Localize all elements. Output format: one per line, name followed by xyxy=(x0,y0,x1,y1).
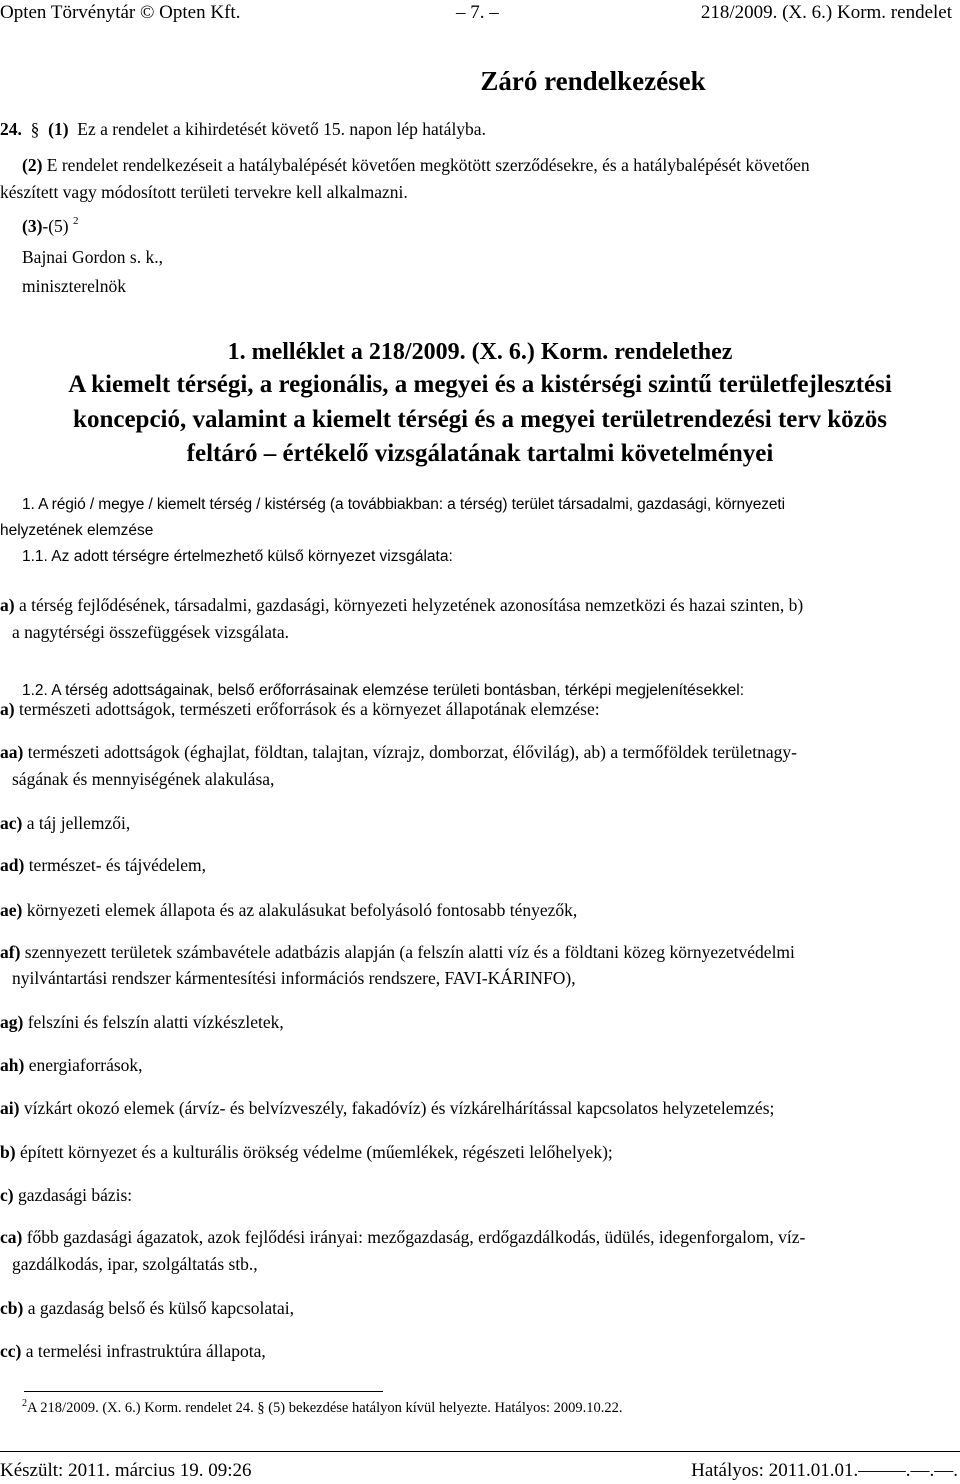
list-item-aa xyxy=(0,740,958,764)
item-label: af) xyxy=(0,942,21,962)
item-label: a) xyxy=(0,595,15,615)
list-item-cc xyxy=(0,1339,958,1363)
subsection-number: (2) xyxy=(22,155,43,175)
section-title: Záró rendelkezések xyxy=(480,66,706,96)
header-document-ref: 218/2009. (X. 6.) Korm. rendelet xyxy=(700,2,952,23)
annex-heading-line3: feltáró – értékelő vizsgálatának tartalmi követelményei xyxy=(186,440,774,467)
list-item-a-natural xyxy=(0,697,958,721)
item-text: energiaforrások, xyxy=(28,1055,143,1075)
footnote-number: 2 xyxy=(22,1398,27,1409)
item-text: vízkárt okozó elemek (árvíz- és belvízveszély, fakadóvíz) és vízkárelhárítással kapcsolatos helyzetelemzés; xyxy=(23,1098,775,1118)
item-text: felszíni és felszín alatti vízkészletek, xyxy=(27,1012,284,1032)
list-item-ca-cont: gazdálkodás, ipar, szolgáltatás stb., xyxy=(12,1254,258,1274)
item-text: a termelési infrastruktúra állapota, xyxy=(25,1341,266,1361)
list-item-ac xyxy=(0,811,958,835)
item-label: ae) xyxy=(0,900,23,920)
item-label: cc) xyxy=(0,1341,22,1361)
header-page-number: – 7. – xyxy=(456,2,499,23)
subsection-2-line2: készített vagy módosított területi tervekre kell alkalmazni. xyxy=(0,182,408,202)
item-text: természeti adottságok (éghajlat, földtan, talajtan, vízrajz, domborzat, élővilág), ab) a termőföldek területnagy- xyxy=(27,742,797,762)
list-item-a-external xyxy=(0,593,958,617)
item-text: főbb gazdasági ágazatok, azok fejlődési irányai: mezőgazdaság, erdőgazdálkodás, üdülés, idegenforgalom, víz- xyxy=(26,1227,806,1247)
item-label: a) xyxy=(0,699,15,719)
item-text: épített környezet és a kulturális örökség védelme (műemlékek, régészeti lelőhelyek); xyxy=(19,1142,613,1162)
list-item-ag xyxy=(0,1010,958,1034)
item-label: aa) xyxy=(0,742,24,762)
item-text: természet- és tájvédelem, xyxy=(28,855,207,875)
subsection-number: (1) xyxy=(48,119,69,139)
subsection-3-5 xyxy=(22,214,79,241)
item-label: b) xyxy=(0,1142,16,1162)
list-item-ah xyxy=(0,1053,958,1077)
list-item-c xyxy=(0,1183,958,1207)
subsection-text: E rendelet rendelkezéseit a hatálybalépését követően megkötött szerződésekre, és a hatálybalépését követően xyxy=(46,155,810,175)
paragraph-24 xyxy=(0,117,486,141)
item-text: gazdasági bázis: xyxy=(17,1185,133,1205)
section-sign: § xyxy=(30,119,40,139)
list-item-aa-cont: ságának és mennyiségének alakulása, xyxy=(12,769,275,789)
item-label: c) xyxy=(0,1185,14,1205)
footer-rule xyxy=(0,1451,960,1452)
footnote-reference[interactable]: 2 xyxy=(73,215,79,227)
list-item-ca xyxy=(0,1225,958,1249)
footnote xyxy=(22,1400,623,1417)
section-1-line1: 1. A régió / megye / kiemelt térség / kistérség (a továbbiakban: a térség) terület társadalmi, gazdasági, környezeti xyxy=(22,496,785,513)
item-label: ah) xyxy=(0,1055,25,1075)
section-1-2: 1.2. A térség adottságainak, belső erőforrásainak elemzése területi bontásban, térképi megjelenítésekkel: xyxy=(22,682,745,699)
footnote-rule xyxy=(24,1391,383,1392)
item-text: szennyezett területek számbavétele adatbázis alapján (a felszín alatti víz és a földtani közeg környezetvédelmi xyxy=(24,942,795,962)
annex-heading-line1: A kiemelt térségi, a regionális, a megyei és a kistérségi szintű területfejlesztési xyxy=(68,371,892,398)
subsection-number: (3) xyxy=(22,216,43,236)
annex-title: 1. melléklet a 218/2009. (X. 6.) Korm. rendelethez xyxy=(227,339,733,365)
footer-created: Készült: 2011. március 19. 09:26 xyxy=(0,1460,252,1481)
section-1-line2: helyzetének elemzése xyxy=(0,522,154,539)
list-item-a-external-cont: a nagytérségi összefüggések vizsgálata. xyxy=(12,622,289,642)
footer-effective: Hatályos: 2011.01.01.–––––.––.––. xyxy=(691,1460,958,1481)
item-label: ad) xyxy=(0,855,25,875)
item-label: ca) xyxy=(0,1227,23,1247)
list-item-b xyxy=(0,1140,958,1164)
paragraph-number: 24. xyxy=(0,119,22,139)
item-label: cb) xyxy=(0,1298,24,1318)
list-item-cb xyxy=(0,1296,958,1320)
footnote-text: A 218/2009. (X. 6.) Korm. rendelet 24. § (5) bekezdése hatályon kívül helyezte. Hatályos: 2009.10.22. xyxy=(27,1400,623,1416)
item-label: ai) xyxy=(0,1098,20,1118)
list-item-af-cont: nyilvántartási rendszer kármentesítési információs rendszere, FAVI-KÁRINFO), xyxy=(12,968,576,988)
list-item-af xyxy=(0,940,958,964)
subsection-2-line1 xyxy=(22,153,810,177)
item-label: ac) xyxy=(0,813,23,833)
section-1-1: 1.1. Az adott térségre értelmezhető külső környezet vizsgálata: xyxy=(22,548,453,565)
annex-heading-line2: koncepció, valamint a kiemelt térségi és a megyei területrendezési terv közös xyxy=(73,406,887,433)
list-item-ae xyxy=(0,898,958,922)
item-text: a táj jellemzői, xyxy=(26,813,131,833)
list-item-ai xyxy=(0,1096,958,1120)
subsection-range: -(5) xyxy=(42,216,69,236)
item-text: természeti adottságok, természeti erőforrások és a környezet állapotának elemzése: xyxy=(18,699,600,719)
list-item-ad xyxy=(0,853,958,877)
paragraph-text: Ez a rendelet a kihirdetését követő 15. napon lép hatályba. xyxy=(77,119,486,139)
item-label: ag) xyxy=(0,1012,24,1032)
signature-role: miniszterelnök xyxy=(22,276,127,296)
item-text: a gazdaság belső és külső kapcsolatai, xyxy=(27,1298,295,1318)
header-source: Opten Törvénytár © Opten Kft. xyxy=(0,2,241,23)
item-text: a térség fejlődésének, társadalmi, gazdasági, környezeti helyzetének azonosítása nemzetközi és hazai szinten, b) xyxy=(18,595,804,615)
signature-name: Bajnai Gordon s. k., xyxy=(22,247,163,267)
item-text: környezeti elemek állapota és az alakulásukat befolyásoló fontosabb tényezők, xyxy=(26,900,578,920)
